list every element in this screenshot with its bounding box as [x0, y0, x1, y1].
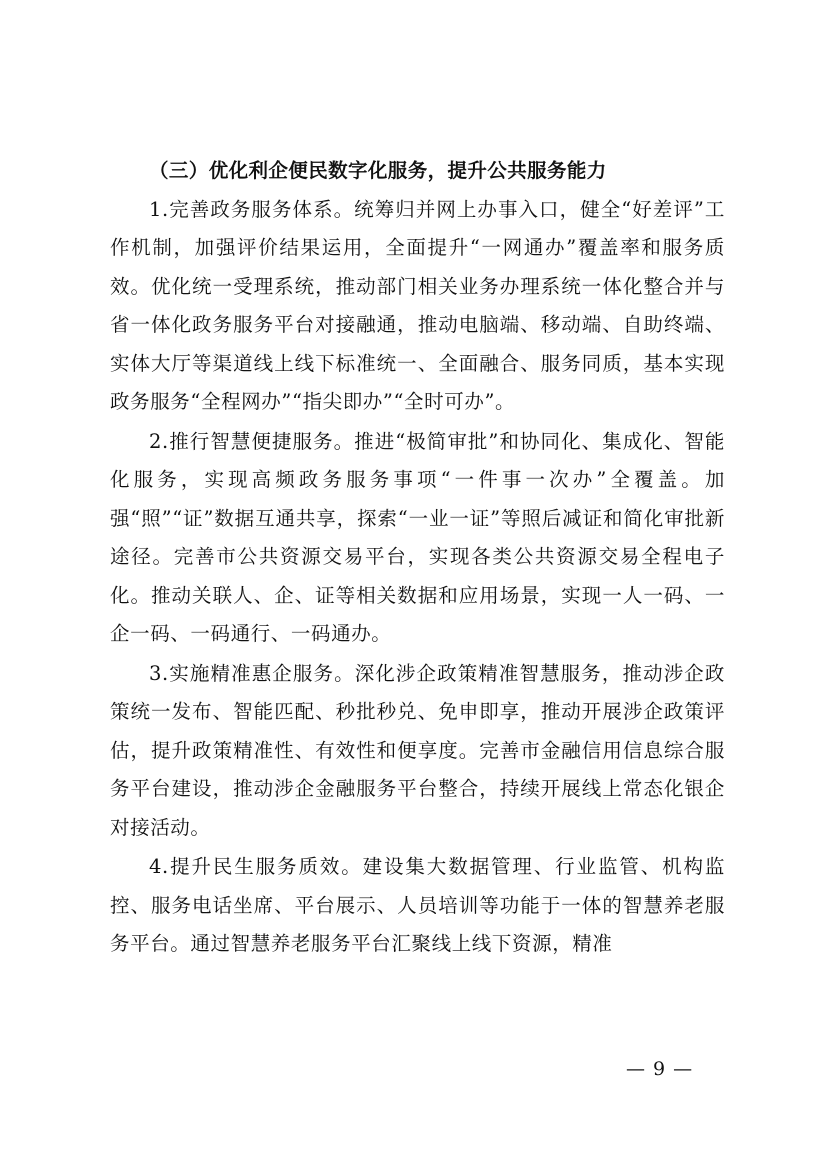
- document-body: [110, 152, 725, 965]
- page-number: — 9 —: [626, 1058, 694, 1080]
- paragraph-3: 3.实施精准惠企服务。深化涉企政策精准智慧服务，推动涉企政策统一发布、智能匹配、秒批秒兑、免申即享，推动开展涉企政策评估，提升政策精准性、有效性和便享度。完善市金融信用信息综合服务平台建设，推动涉企金融服务平台整合，持续开展线上常态化银企对接活动。: [110, 661, 725, 839]
- paragraph-1: 1.完善政务服务体系。统筹归并网上办事入口，健全“好差评”工作机制，加强评价结果运用，全面提升“一网通办”覆盖率和服务质效。优化统一受理系统，推动部门相关业务办理系统一体化整合并与省一体化政务服务平台对接融通，推动电脑端、移动端、自助终端、实体大厅等渠道线上线下标准统一、全面融合、服务同质，基本实现政务服务“全程网办”“指尖即办”“全时可办”。: [110, 197, 725, 413]
- paragraph-2: 2.推行智慧便捷服务。推进“极简审批”和协同化、集成化、智能化服务，实现高频政务服务事项“一件事一次办”全覆盖。加强“照”“证”数据互通共享，探索“一业一证”等照后减证和简化审批新途径。完善市公共资源交易平台，实现各类公共资源交易全程电子化。推动关联人、企、证等相关数据和应用场景，实现一人一码、一企一码、一码通行、一码通办。: [110, 429, 725, 645]
- section-heading: （三）优化利企便民数字化服务，提升公共服务能力: [149, 159, 607, 182]
- paragraph-4: 4.提升民生服务质效。建设集大数据管理、行业监管、机构监控、服务电话坐席、平台展示、人员培训等功能于一体的智慧养老服务平台。通过智慧养老服务平台汇聚线上线下资源，精准: [110, 855, 725, 955]
